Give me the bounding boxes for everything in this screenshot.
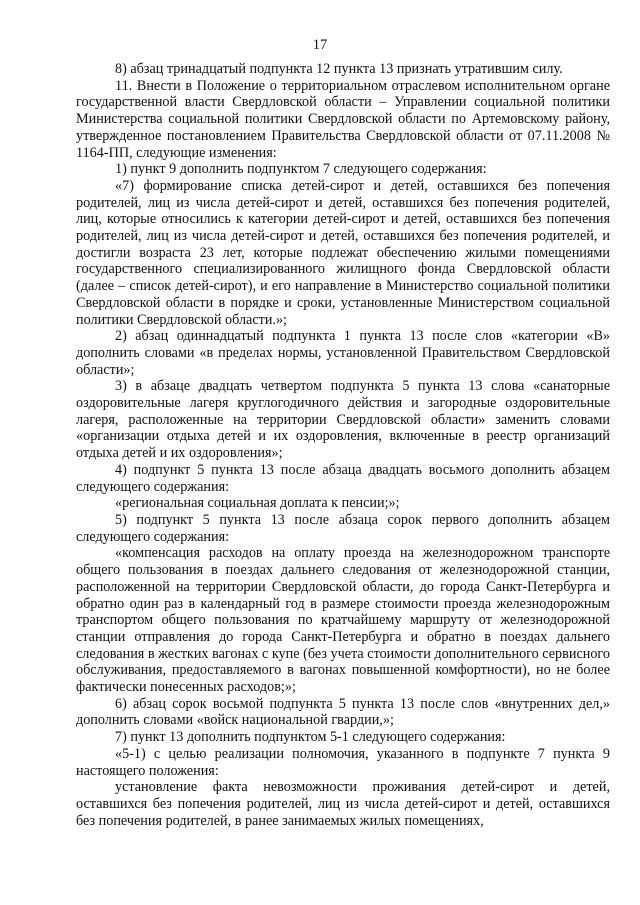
paragraph-item-5: 5) подпункт 5 пункта 13 после абзаца сорок первого дополнить абзацем следующего содержания:: [76, 511, 610, 545]
paragraph-establishment: установление факта невозможности проживания детей-сирот и детей, оставшихся без попечения родителей, лиц из числа детей-сирот и детей, оставшихся без попечения родителей, в ранее занимаемых жилых помещениях,: [76, 779, 610, 829]
document-body: [76, 61, 610, 829]
paragraph-item-7: 7) пункт 13 дополнить подпунктом 5-1 следующего содержания:: [115, 729, 506, 746]
paragraph-item-6: 6) абзац сорок восьмой подпункта 5 пункта 13 после слов «внутренних дел,» дополнить словами «войск национальной гвардии,»;: [76, 695, 610, 729]
paragraph-section-11: 11. Внести в Положение о территориальном отраслевом исполнительном органе государственной власти Свердловской области – Управлении социальной политики Министерства социальной политики Свердловской области по Артемовскому району, утвержденное постановлением Правительства Свердловской области от 07.11.2008 № 1164-ПП, следующие изменения:: [76, 77, 610, 161]
paragraph-quote-7: «7) формирование списка детей-сирот и детей, оставшихся без попечения родителей, лиц из числа детей-сирот и детей, оставшихся без попечения родителей, лиц, которые относились к категории детей-сирот и детей, оставшихся без попечения родителей, лиц из числа детей-сирот и детей, оставшихся без попечения родителей, и достигли возраста 23 лет, которые подлежат обеспечению жилыми помещениями государственного специализированного жилищного фонда Свердловской области (далее – список детей-сирот), и его направление в Министерство социальной политики Свердловской области в порядке и сроки, установленные Министерством социальной политики Свердловской области.»;: [76, 177, 610, 328]
page-number: 17: [312, 37, 328, 53]
paragraph-quote-pension: «региональная социальная доплата к пенсии;»;: [115, 495, 400, 512]
paragraph-item-1: 1) пункт 9 дополнить подпунктом 7 следующего содержания:: [115, 161, 487, 178]
paragraph-item-2: 2) абзац одиннадцатый подпункта 1 пункта 13 после слов «категории «В» дополнить словами «в пределах нормы, установленной Правительством Свердловской области»;: [76, 328, 610, 378]
paragraph-item-8: 8) абзац тринадцатый подпункта 12 пункта 13 признать утратившим силу.: [115, 61, 563, 77]
paragraph-quote-5-1: «5-1) с целью реализации полномочия, указанного в подпункте 7 пункта 9 настоящего положения:: [76, 745, 610, 779]
paragraph-item-4: 4) подпункт 5 пункта 13 после абзаца двадцать восьмого дополнить абзацем следующего содержания:: [76, 461, 610, 495]
paragraph-quote-compensation: «компенсация расходов на оплату проезда на железнодорожном транспорте общего пользования в поездах дальнего следования от железнодорожной станции, расположенной на территории Свердловской области, до города Санкт-Петербурга и обратно один раз в календарный год в размере стоимости проезда железнодорожным транспортом общего пользования по кратчайшему маршруту от железнодорожной станции отправления до города Санкт-Петербурга и обратно в поездах дальнего следования в жестких вагонах с купе (без учета стоимости дополнительного сервисного обслуживания, предоставляемого в вагонах повышенной комфортности), но не более фактически понесенных расходов;»;: [76, 545, 610, 696]
paragraph-item-3: 3) в абзаце двадцать четвертом подпункта 5 пункта 13 слова «санаторные оздоровительные лагеря круглогодичного действия и загородные оздоровительные лагеря, расположенные на территории Свердловской области» заменить словами «организации отдыха детей и их оздоровления, включенные в реестр организаций отдыха детей и их оздоровления»;: [76, 378, 610, 462]
